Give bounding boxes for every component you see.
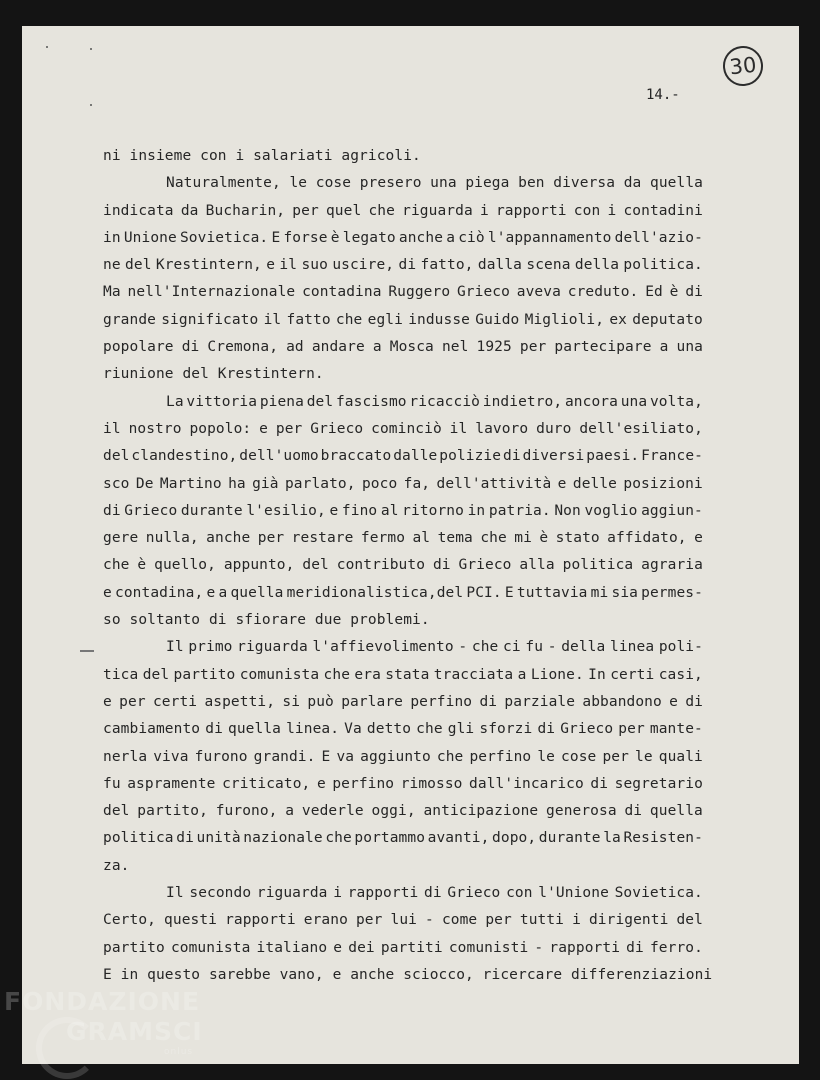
fondazione-gramsci-watermark [4, 987, 203, 1057]
text-line: e contadina, e a quella meridionalistica,del PCI. E tuttavia mi sia permes- [103, 584, 703, 601]
text-line: partito comunista italiano e dei partiti comunisti - rapporti di ferro. [103, 939, 703, 956]
text-line: sco De Martino ha già parlato, poco fa, dell'attività e delle posizioni [103, 475, 703, 492]
paper-speck [90, 104, 92, 106]
text-line: riunione del Krestintern. [103, 366, 324, 383]
text-line: Naturalmente, le cose presero una piega ben diversa da quella [166, 175, 703, 192]
text-line: Certo, questi rapporti erano per lui - come per tutti i dirigenti del [103, 912, 703, 929]
margin-pencil-mark [80, 650, 94, 652]
text-line: del partito, furono, a vederle oggi, anticipazione generosa di quella [103, 803, 703, 820]
text-line: ni insieme con i salariati agricoli. [103, 148, 421, 164]
paper-speck [90, 48, 92, 50]
text-line: fu aspramente criticato, e perfino rimosso dall'incarico di segretario [103, 775, 703, 792]
paper-speck [46, 46, 48, 48]
text-line: che è quello, appunto, del contributo di Grieco alla politica agraria [103, 557, 703, 574]
text-line: popolare di Cremona, ad andare a Mosca nel 1925 per partecipare a una [103, 339, 703, 356]
text-line: politica di unità nazionale che portammo avanti, dopo, durante la Resisten- [103, 830, 703, 847]
text-line: il nostro popolo: e per Grieco cominciò il lavoro duro dell'esiliato, [103, 420, 703, 437]
text-line: Il secondo riguarda i rapporti di Grieco con l'Unione Sovietica. [166, 885, 703, 902]
archive-number-stamp: 30 [721, 44, 765, 88]
watermark-line-2: GRAMSCI [66, 1017, 203, 1046]
text-line: e per certi aspetti, si può parlare perfino di parziale abbandono e di [103, 693, 703, 710]
text-line: in Unione Sovietica. E forse è legato anche a ciò l'appannamento dell'azio- [103, 229, 703, 246]
text-line: cambiamento di quella linea. Va detto che gli sforzi di Grieco per mante- [103, 721, 703, 738]
text-line: gere nulla, anche per restare fermo al tema che mi è stato affidato, e [103, 530, 703, 547]
text-line: del clandestino, dell'uomo braccato dalle polizie di diversi paesi. France- [103, 448, 703, 465]
typed-text-body [103, 143, 713, 989]
text-line: E in questo sarebbe vano, e anche sciocco, ricercare differenziazioni [103, 966, 713, 983]
document-page [22, 26, 799, 1064]
text-line: so soltanto di sfiorare due problemi. [103, 612, 430, 629]
text-line: La vittoria piena del fascismo ricacciò indietro, ancora una volta, [166, 393, 703, 410]
watermark-line-1: FONDAZIONE [4, 987, 201, 1016]
text-line: Ma nell'Internazionale contadina Ruggero Grieco aveva creduto. Ed è di [103, 284, 703, 301]
text-line: indicata da Bucharin, per quel che riguarda i rapporti con i contadini [103, 202, 703, 219]
page-number: 14.- [646, 87, 680, 103]
text-line: za. [103, 857, 130, 874]
text-line: tica del partito comunista che era stata tracciata a Lione. In certi casi, [103, 666, 703, 683]
text-line: di Grieco durante l'esilio, e fino al ritorno in patria. Non voglio aggiun- [103, 502, 703, 519]
text-line: nerla viva furono grandi. E va aggiunto che perfino le cose per le quali [103, 748, 703, 765]
watermark-line-3: onlus [164, 1047, 194, 1057]
text-line: ne del Krestintern, e il suo uscire, di fatto, dalla scena della politica. [103, 257, 703, 274]
text-line: grande significato il fatto che egli indusse Guido Miglioli, ex deputato [103, 311, 703, 328]
text-line: Il primo riguarda l'affievolimento - che ci fu - della linea poli- [166, 639, 703, 656]
